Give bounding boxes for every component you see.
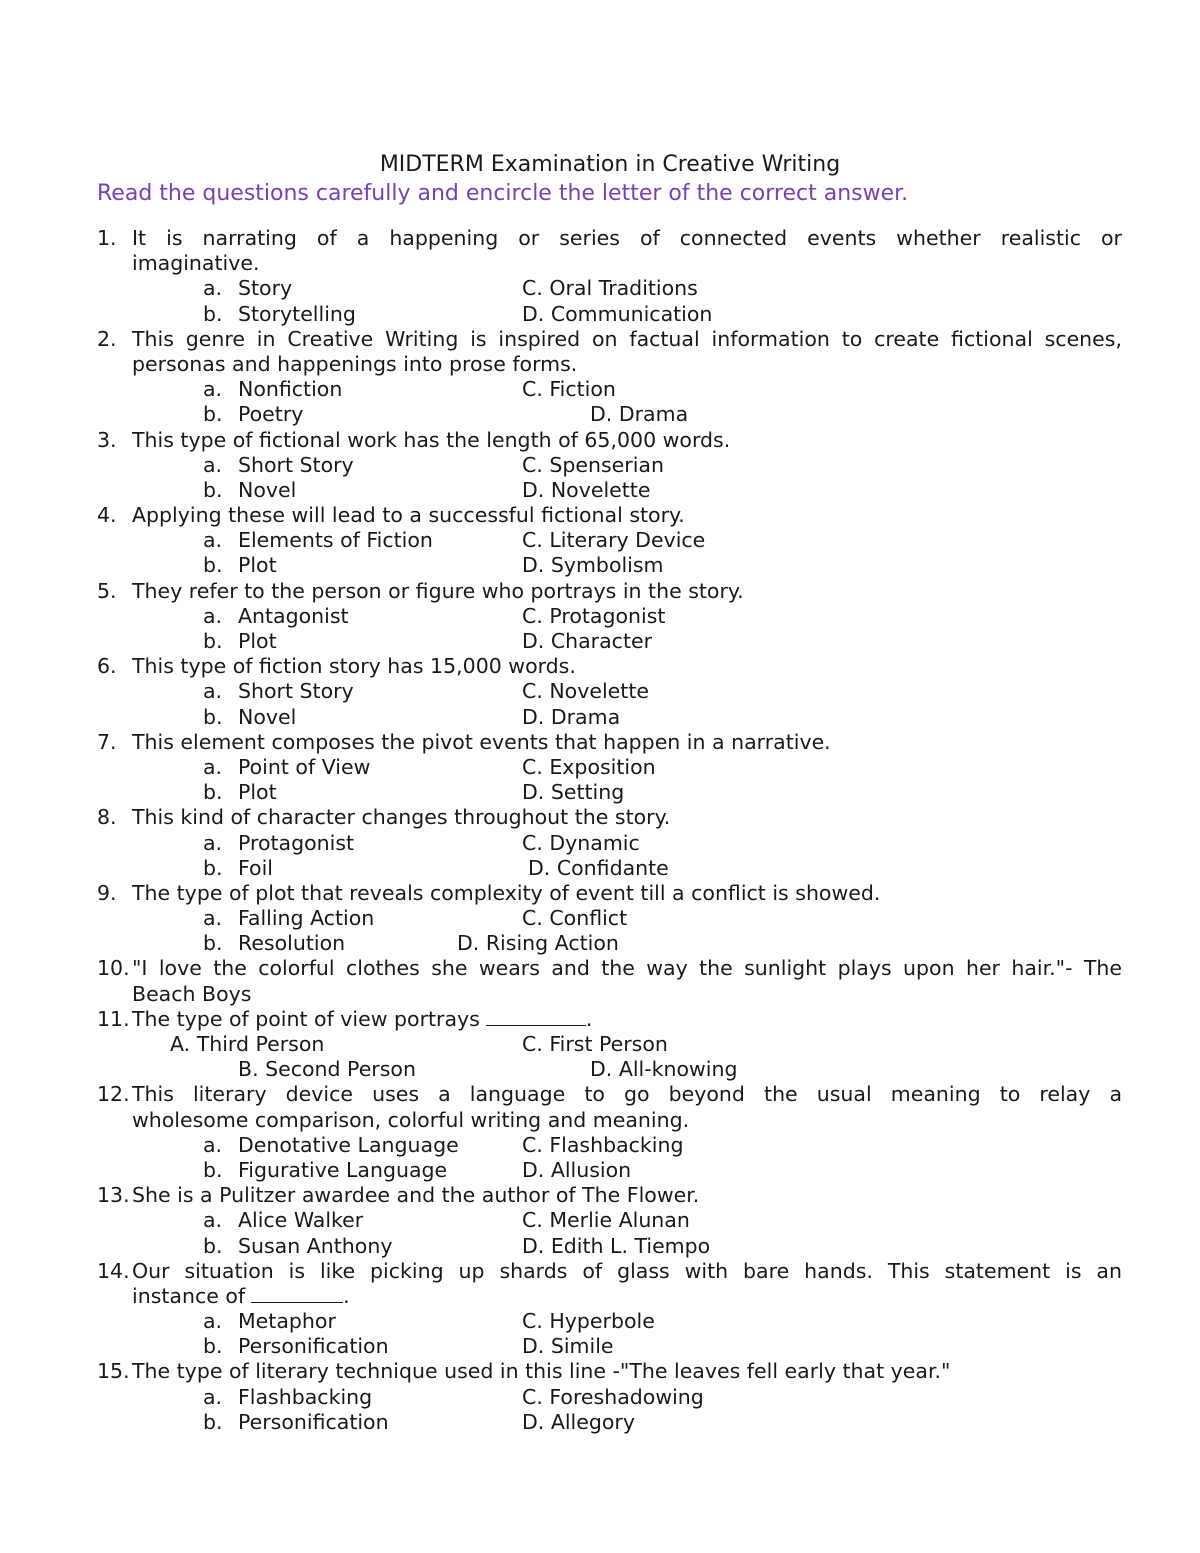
option-row [0,478,1200,503]
option-alt[interactable]: C. Novelette [522,679,649,704]
option-row [0,1234,1200,1259]
option-alt[interactable]: C. Dynamic [522,830,640,855]
option-row [0,1158,1200,1183]
option-text[interactable]: Plot [238,629,277,653]
option-letter[interactable]: b. [203,1334,223,1359]
option-alt[interactable]: D. Rising Action [457,931,619,956]
question-text: The type of plot that reveals complexity of event till a conflict is showed. [132,880,881,905]
option-alt[interactable]: C. Exposition [522,754,656,779]
question-text: Beach Boys [132,981,252,1006]
option-letter[interactable]: b. [203,1409,223,1434]
option-row [0,705,1200,730]
option-row [0,856,1200,881]
question-list [0,226,1200,1435]
question-line [0,251,1200,276]
question-line [0,327,1200,352]
option-alt[interactable]: C. Flashbacking [522,1132,684,1157]
question-text: "I love the colorful clothes she wears and the way the sunlight plays upon her hair."- The [132,956,1122,981]
option-alt[interactable]: D. Allegory [522,1409,635,1434]
question-line [0,352,1200,377]
question-text: This element composes the pivot events that happen in a narrative. [132,729,831,754]
question-item [0,1183,1200,1259]
option-text[interactable]: Short Story [238,452,354,477]
option-row [0,553,1200,578]
option-text[interactable]: Denotative Language [238,1132,459,1157]
option-row [0,1133,1200,1158]
option-alt[interactable]: C. Conflict [522,906,628,931]
option-alt[interactable]: C. Literary Device [522,528,706,553]
question-text: This type of fiction story has 15,000 words. [132,654,576,679]
question-number: 12. [97,1082,130,1107]
option-alt[interactable]: C. Fiction [522,377,616,402]
option-text[interactable]: Storytelling [238,301,356,326]
option-alt[interactable]: D. Novelette [522,477,651,502]
question-number: 10. [97,956,130,981]
option-text[interactable]: Plot [238,553,277,578]
option-letter[interactable]: a. [203,452,223,477]
option-row [0,1032,1200,1057]
option-alt[interactable]: D. Communication [522,301,713,326]
option-letter[interactable]: b. [203,855,223,880]
question-line [0,654,1200,679]
question-number: 8. [97,805,117,830]
question-item [0,503,1200,579]
answer-blank [251,1284,343,1303]
option-text[interactable]: Metaphor [238,1309,336,1334]
question-text: personas and happenings into prose forms. [132,351,578,376]
option-alt[interactable]: D. Setting [522,780,625,805]
option-row [0,402,1200,427]
option-text[interactable]: Antagonist [238,603,349,628]
option-alt[interactable]: C. Oral Traditions [522,276,698,301]
question-line [0,428,1200,453]
option-text[interactable]: B. Second Person [238,1057,416,1082]
option-text[interactable]: Personification [238,1334,389,1359]
option-row [0,1385,1200,1410]
option-row [0,755,1200,780]
option-row [0,1057,1200,1082]
option-row [0,604,1200,629]
option-letter[interactable]: a. [203,1309,223,1334]
option-letter[interactable]: b. [203,629,223,653]
option-letter[interactable]: b. [203,1157,223,1182]
option-row [0,629,1200,654]
question-number: 2. [97,326,117,351]
question-item [0,730,1200,806]
question-item [0,428,1200,504]
option-letter[interactable]: a. [203,603,223,628]
option-text[interactable]: Novel [238,704,297,729]
option-letter[interactable]: b. [203,477,223,502]
question-text: This kind of character changes throughout the story. [132,805,671,830]
question-line [0,956,1200,981]
option-text[interactable]: Novel [238,477,297,502]
option-letter[interactable]: b. [203,704,223,729]
question-line [0,1007,1200,1032]
question-text: wholesome comparison, colorful writing and meaning. [132,1107,690,1132]
option-letter[interactable]: b. [203,301,223,326]
question-line [0,1284,1200,1309]
option-row [0,906,1200,931]
question-text: instance of . [132,1283,350,1308]
question-text: This type of fictional work has the length of 65,000 words. [132,427,731,452]
question-number: 11. [97,1006,130,1031]
option-alt[interactable]: C. Spenserian [522,452,664,477]
option-text[interactable]: Susan Anthony [238,1233,393,1258]
option-letter[interactable]: a. [203,906,223,931]
option-letter[interactable]: a. [203,679,223,704]
question-line [0,503,1200,528]
question-number: 4. [97,503,117,528]
option-letter[interactable]: b. [203,780,223,805]
question-line [0,579,1200,604]
option-alt[interactable]: C. Hyperbole [522,1309,655,1334]
question-text: The type of literary technique used in this line -"The leaves fell early that year." [132,1359,951,1384]
option-letter[interactable]: b. [203,931,223,956]
question-text: This genre in Creative Writing is inspired on factual information to create fictional scenes, [132,326,1122,351]
option-alt[interactable]: C. Merlie Alunan [522,1208,690,1233]
question-item [0,226,1200,327]
option-row [0,1309,1200,1334]
question-item [0,805,1200,881]
option-row [0,1208,1200,1233]
answer-blank [486,1007,586,1026]
option-alt[interactable]: D. Character [522,629,653,653]
option-row [0,1410,1200,1435]
option-text[interactable]: A. Third Person [170,1032,325,1056]
option-letter[interactable]: a. [203,528,223,553]
option-letter[interactable]: a. [203,1208,223,1233]
question-text: She is a Pulitzer awardee and the author of The Flower. [132,1183,700,1208]
option-alt[interactable]: D. Edith L. Tiempo [522,1233,711,1258]
option-text[interactable]: Personification [238,1409,389,1434]
question-text: They refer to the person or figure who portrays in the story. [132,578,744,603]
question-text: Our situation is like picking up shards of glass with bare hands. This statement is an [132,1258,1122,1283]
page-title: MIDTERM Examination in Creative Writing [379,152,841,177]
question-number: 14. [97,1258,130,1283]
option-row [0,302,1200,327]
question-number: 13. [97,1183,130,1208]
question-text: It is narrating of a happening or series of connected events whether realistic or [132,226,1122,250]
question-number: 7. [97,729,117,754]
option-letter[interactable]: a. [203,830,223,855]
option-text[interactable]: Foil [238,855,273,880]
option-letter[interactable]: a. [203,754,223,779]
option-letter[interactable]: a. [203,377,223,402]
question-text: Applying these will lead to a successful fictional story. [132,503,685,528]
question-line [0,1082,1200,1107]
option-letter[interactable]: a. [203,1132,223,1157]
question-line [0,982,1200,1007]
option-row [0,377,1200,402]
question-number: 9. [97,880,117,905]
option-alt[interactable]: D. All-knowing [590,1057,738,1082]
option-row [0,679,1200,704]
option-text[interactable]: Point of View [238,754,371,779]
option-text[interactable]: Story [238,276,293,301]
option-row [0,831,1200,856]
question-text: The type of point of view portrays . [132,1006,593,1031]
option-text[interactable]: Falling Action [238,906,375,931]
question-text: This literary device uses a language to go beyond the usual meaning to relay a [132,1082,1122,1107]
option-text[interactable]: Figurative Language [238,1157,448,1182]
question-item [0,1007,1200,1083]
option-letter[interactable]: a. [203,276,223,301]
question-line [0,1359,1200,1384]
question-line [0,730,1200,755]
option-row [0,453,1200,478]
question-line [0,226,1200,251]
option-alt[interactable]: C. First Person [522,1032,668,1056]
question-line [0,1183,1200,1208]
question-item [0,579,1200,655]
option-text[interactable]: Flashbacking [238,1384,373,1409]
option-alt[interactable]: D. Drama [590,402,689,427]
question-item [0,956,1200,1006]
question-item [0,1259,1200,1360]
question-item [0,327,1200,428]
option-text[interactable]: Protagonist [238,830,355,855]
question-line [0,805,1200,830]
option-text[interactable]: Short Story [238,679,354,704]
option-text[interactable]: Elements of Fiction [238,528,433,553]
option-row [0,931,1200,956]
option-alt[interactable]: C. Foreshadowing [522,1384,704,1409]
question-number: 15. [97,1359,130,1384]
option-letter[interactable]: b. [203,1233,223,1258]
option-text[interactable]: Resolution [238,931,346,956]
question-text: imaginative. [132,251,260,276]
instructions: Read the questions carefully and encircle the letter of the correct answer. [97,181,909,206]
option-letter[interactable]: b. [203,402,223,427]
option-alt[interactable]: D. Symbolism [522,553,664,578]
option-row [0,780,1200,805]
question-number: 1. [97,226,117,250]
option-text[interactable]: Plot [238,780,277,805]
option-text[interactable]: Poetry [238,402,304,427]
option-alt[interactable]: D. Simile [522,1334,614,1359]
option-alt[interactable]: D. Allusion [522,1157,632,1182]
question-line [0,1259,1200,1284]
option-row [0,276,1200,301]
question-item [0,881,1200,957]
option-text[interactable]: Alice Walker [238,1208,364,1233]
option-alt[interactable]: D. Drama [522,704,621,729]
option-letter[interactable]: a. [203,1384,223,1409]
option-text[interactable]: Nonfiction [238,377,343,402]
question-item [0,654,1200,730]
option-alt[interactable]: C. Protagonist [522,603,666,628]
option-row [0,1334,1200,1359]
question-number: 6. [97,654,117,679]
question-item [0,1359,1200,1435]
question-number: 3. [97,427,117,452]
option-alt[interactable]: D. Confidante [528,855,669,880]
question-item [0,1082,1200,1183]
question-line [0,881,1200,906]
option-letter[interactable]: b. [203,553,223,578]
question-line [0,1108,1200,1133]
question-number: 5. [97,578,117,603]
option-row [0,528,1200,553]
